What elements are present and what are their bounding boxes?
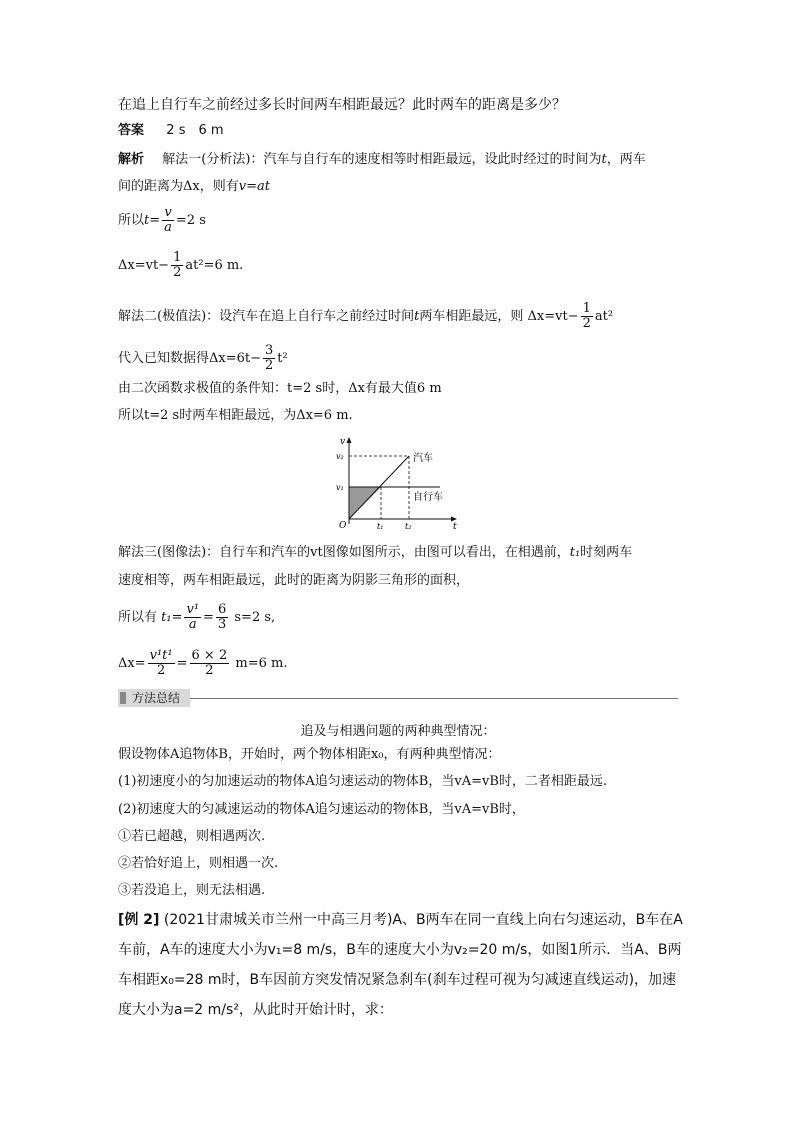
answer-value: 2 s 6 m <box>166 123 224 138</box>
method1-dx-rhs: at²=6 m. <box>185 258 244 273</box>
y-axis-arrow <box>347 437 352 443</box>
bike-label: 自行车 <box>413 492 443 503</box>
method-summary-intro: 假设物体A追物体B，开始时，两个物体相距x₀，有两种典型情况： <box>118 747 501 762</box>
method1-var-t: t <box>601 152 607 167</box>
frac-den: 3 <box>217 617 227 632</box>
method1-dx-eq <box>118 251 243 280</box>
method3-t1-rhs: s=2 s, <box>234 610 276 625</box>
method3-t1-lhs: t₁= <box>161 610 183 625</box>
frac-num: 1 <box>173 250 182 265</box>
method2-cond <box>118 380 442 398</box>
car-label: 汽车 <box>413 453 433 464</box>
method2-sub-lhs: Δx=6t− <box>209 351 262 366</box>
method3-text-tail: 时刻两车 <box>580 545 633 560</box>
frac-num: 6 × 2 <box>191 648 228 663</box>
frac-num: 1 <box>582 301 591 316</box>
method3-dx-eq <box>118 649 287 678</box>
method2-sub-rhs: t² <box>277 351 288 366</box>
method2-text2: 两车相距最远，则 <box>419 309 524 324</box>
method2-cond-eq: t=2 s时，Δx有最大值6 m <box>287 381 442 396</box>
example-line1 <box>118 911 683 929</box>
method3-t1-frac2 <box>216 603 228 632</box>
frac-den: 2 <box>156 663 166 678</box>
frac-num: v <box>164 205 172 220</box>
x-axis-arrow <box>451 517 457 522</box>
method3-t1-frac1 <box>184 603 201 632</box>
section-divider <box>118 698 678 699</box>
frac-den: 2 <box>173 265 182 280</box>
method1-t-lhs: t= <box>144 213 161 228</box>
solution-label: 解析 <box>118 152 145 167</box>
method1-t-frac <box>162 206 174 235</box>
x-axis-label: t <box>453 522 457 532</box>
method3-dx-frac2 <box>190 649 230 678</box>
method1-t-rhs: =2 s <box>175 213 206 228</box>
method1-line2 <box>118 178 270 196</box>
frac-den: 2 <box>582 316 591 331</box>
t1-label: t₁ <box>377 522 384 531</box>
example-label: [例 2] <box>118 912 160 928</box>
answer-line <box>118 122 224 140</box>
method3-t1-eq <box>118 603 275 632</box>
example-line3: 车相距x₀=28 m时，B车因前方突发情况紧急刹车(刹车过程可视为匀减速直线运动)，加速 <box>118 972 677 988</box>
method-summary-case1: (1)初速度小的匀加速运动的物体A追匀速运动的物体B，当vA=vB时，二者相距最远. <box>118 774 608 789</box>
method3-dx-lhs: Δx= <box>118 656 146 671</box>
method3-t1: t₁ <box>569 545 581 560</box>
frac-den: 2 <box>265 358 274 373</box>
method1-dx-frac <box>171 251 183 280</box>
method1-line1 <box>118 151 646 169</box>
question-text: 在追上自行车之前经过多长时间两车相距最远？此时两车的距离是多少？ <box>118 97 566 113</box>
method-summary-sub1: ①若已超越，则相遇两次. <box>118 829 266 844</box>
t2-label: t₂ <box>405 522 412 531</box>
method3-line1 <box>118 544 632 562</box>
frac-num: 3 <box>265 343 274 358</box>
method2-cond-text: 由二次函数求极值的条件知： <box>118 381 288 396</box>
method-summary-header <box>118 689 678 707</box>
method3-text: 解法三(图像法)：自行车和汽车的vt图像如图所示，由图可以看出，在相遇前， <box>118 545 570 560</box>
method-summary-tag: 方法总结 <box>118 689 190 707</box>
method2-text: 解法二(极值法)：设汽车在追上自行车之前经过时间 <box>118 309 415 324</box>
method1-intro: 解法一(分析法)：汽车与自行车的速度相等时相距最远，设此时经过的时间为 <box>162 152 602 167</box>
method2-sub-frac <box>263 344 275 373</box>
y-axis-label: v <box>340 437 346 447</box>
frac-den: a <box>164 220 172 235</box>
frac-den: 2 <box>205 663 214 678</box>
method1-so: 所以 <box>118 213 145 228</box>
method1-line2-text: 间的距离为Δx，则有 <box>118 179 239 194</box>
method2-sub <box>118 344 288 373</box>
method1-dx-lhs: Δx=vt− <box>118 258 170 273</box>
method2-eq-lhs: Δx=vt− <box>527 309 579 324</box>
method-summary-case2: (2)初速度大的匀减速运动的物体A追匀速运动的物体B，当vA=vB时， <box>118 802 525 817</box>
method1-intro-tail: ，两车 <box>606 152 646 167</box>
method-summary-sub3: ③若没追上，则无法相遇. <box>118 883 266 898</box>
method3-dx-frac1 <box>148 649 175 678</box>
v1-label: v₁ <box>336 483 344 492</box>
answer-label: 答案 <box>118 123 145 138</box>
method2-sub-prefix: 代入已知数据得 <box>118 351 210 366</box>
method3-dx-rhs: m=6 m. <box>235 656 288 671</box>
frac-num: v¹ <box>186 602 200 617</box>
method2-var: t <box>414 309 420 324</box>
method3-line2: 速度相等，两车相距最远，此时的距离为阴影三角形的面积， <box>118 573 470 588</box>
example-line1-text: (2021甘肃城关市兰州一中高三月考)A、B两车在同一直线上向右匀速运动，B车在A <box>163 912 683 928</box>
method2-eq-frac <box>581 302 593 331</box>
example-line4: 度大小为a=2 m/s²，从此时开始计时，求： <box>118 1002 393 1018</box>
frac-den: a <box>188 617 197 632</box>
origin-label: O <box>339 521 347 531</box>
method3-dx-mid: = <box>176 656 188 671</box>
method2-conclusion: 所以t=2 s时两车相距最远，为Δx=6 m. <box>118 408 353 423</box>
method2-line1 <box>118 302 613 331</box>
method1-t-eq <box>118 206 206 235</box>
frac-num: 6 <box>217 602 227 617</box>
v2-label: v₂ <box>336 452 344 461</box>
frac-num: v¹t¹ <box>149 648 173 663</box>
vt-graph <box>330 432 470 532</box>
method3-so: 所以有 <box>118 610 158 625</box>
method-summary-sub2: ②若恰好追上，则相遇一次. <box>118 856 279 871</box>
example-line2: 车前，A车的速度大小为v₁=8 m/s，B车的速度大小为v₂=20 m/s，如图1所示．当A、B两 <box>118 942 682 958</box>
method2-eq-rhs: at² <box>594 309 614 324</box>
method1-eq1: v=at <box>238 179 270 194</box>
method-summary-title: 追及与相遇问题的两种典型情况： <box>300 724 496 739</box>
method3-t1-mid: = <box>203 610 214 625</box>
